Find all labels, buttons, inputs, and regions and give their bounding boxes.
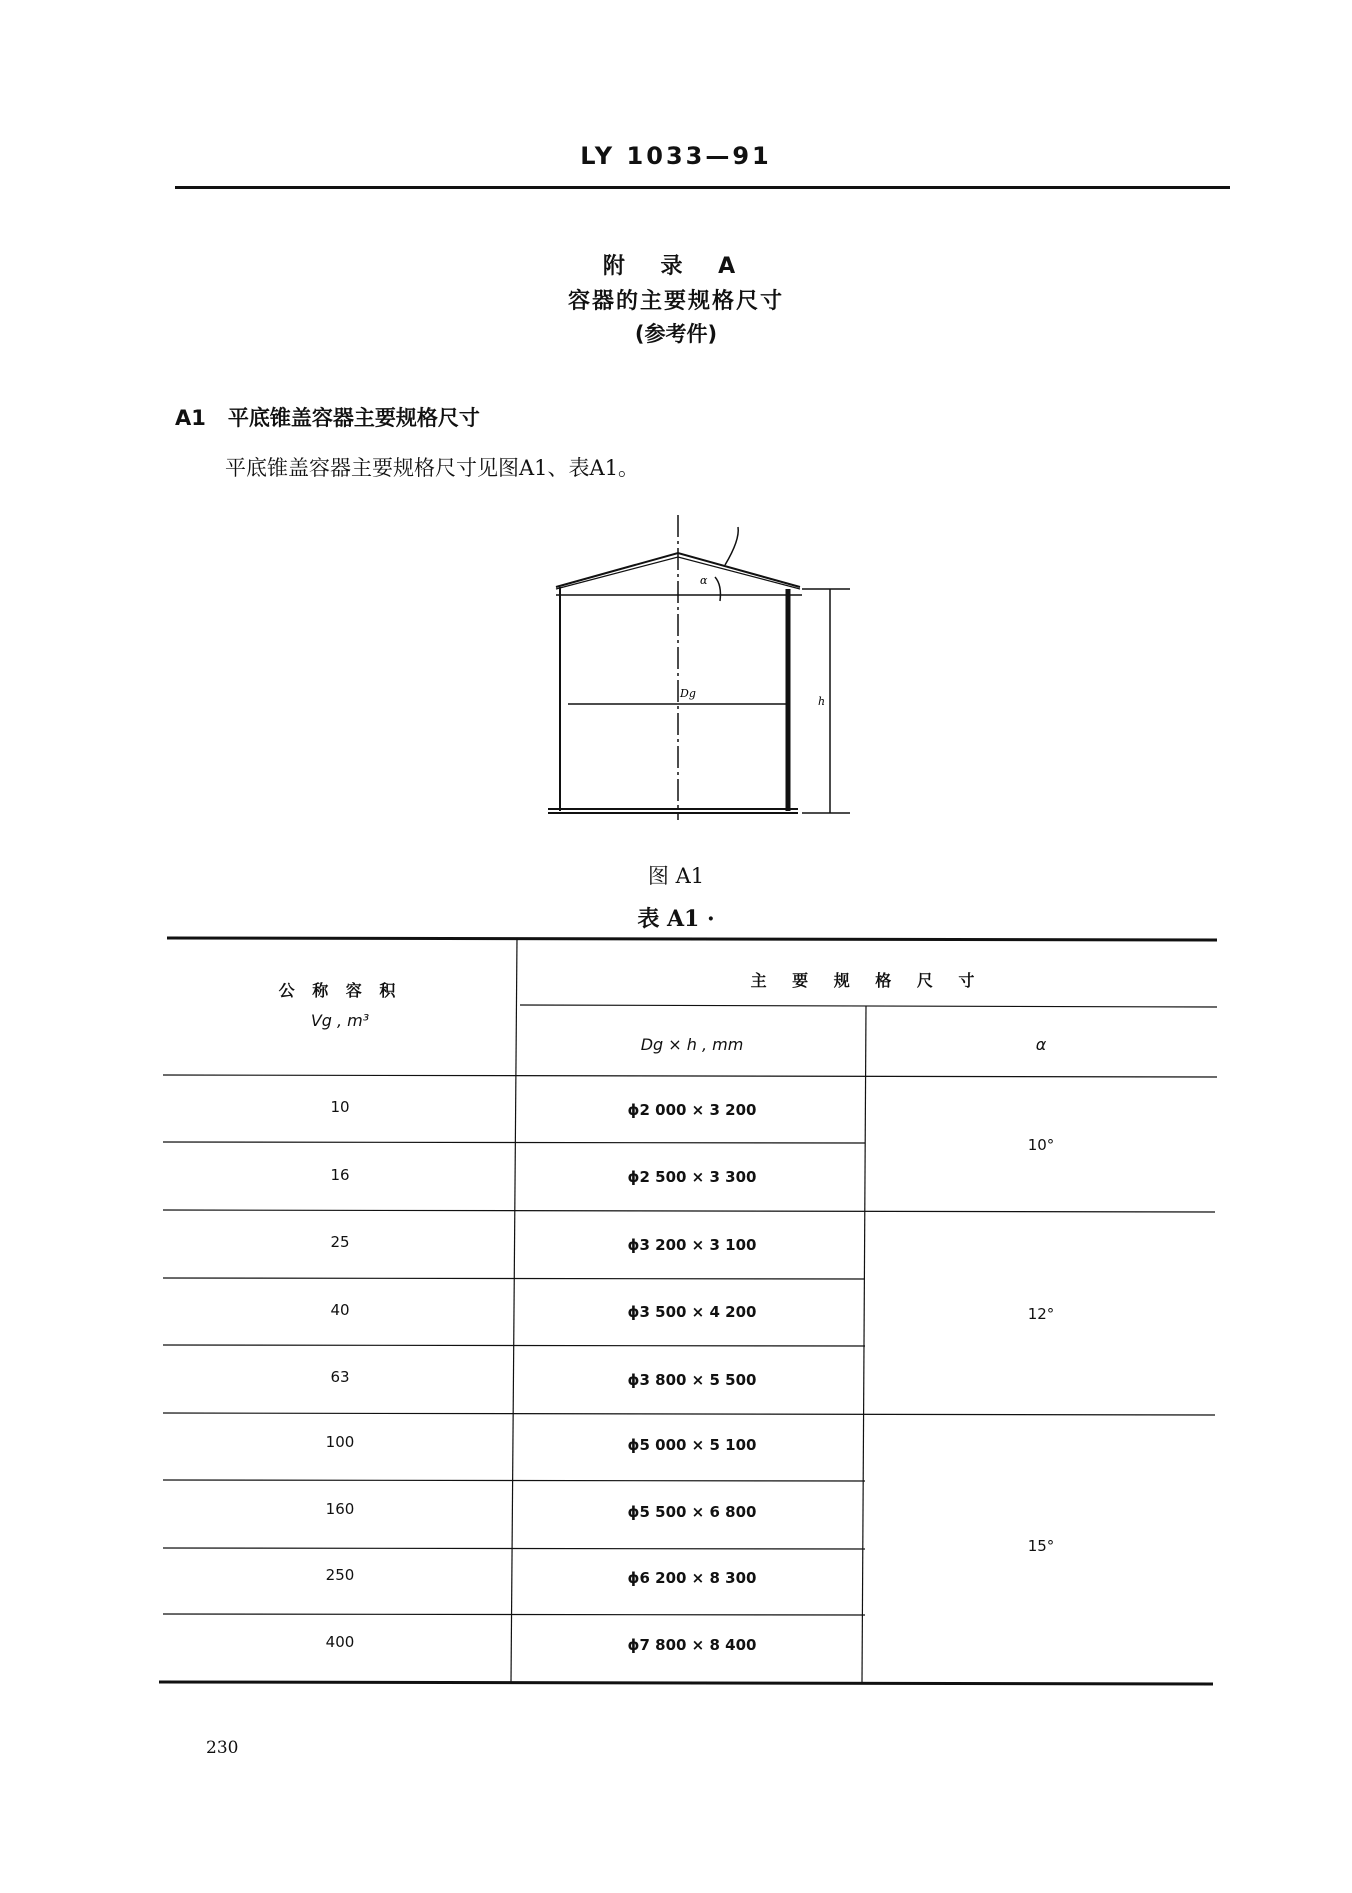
section-number: A1 xyxy=(175,406,206,430)
section-heading xyxy=(175,402,480,432)
col1-header-line1: 公 称 容 积 xyxy=(278,981,402,1000)
table-row-size: ϕ3 800 × 5 500 xyxy=(627,1371,757,1389)
tank-diagram xyxy=(540,515,860,825)
table-row-volume: 25 xyxy=(330,1233,350,1251)
table-row-size: ϕ6 200 × 8 300 xyxy=(627,1569,757,1587)
table-row-volume: 63 xyxy=(330,1368,350,1386)
appendix-title: 附 录 A xyxy=(602,254,750,279)
table-row-volume: 250 xyxy=(325,1566,355,1584)
figure-caption: 图 A1 xyxy=(647,864,705,888)
appendix-note: (参考件) xyxy=(634,322,718,346)
h-label: h xyxy=(818,695,826,708)
table-row-volume: 160 xyxy=(325,1500,355,1518)
table-row-size: ϕ5 500 × 6 800 xyxy=(627,1503,757,1521)
alpha-label: α xyxy=(700,574,708,587)
table-row-volume: 10 xyxy=(330,1098,350,1116)
table-row-size: ϕ7 800 × 8 400 xyxy=(627,1636,757,1654)
page-number: 230 xyxy=(206,1738,239,1758)
header-rule xyxy=(175,186,1230,189)
col2-header: Dg × h , mm xyxy=(640,1035,744,1054)
table-row-volume: 16 xyxy=(330,1166,350,1184)
group-header: 主 要 规 格 尺 寸 xyxy=(750,971,985,990)
col1-header xyxy=(170,978,510,1030)
table-row-size: ϕ5 000 × 5 100 xyxy=(627,1436,757,1454)
section-paragraph: 平底锥盖容器主要规格尺寸见图A1、表A1。 xyxy=(225,456,640,480)
alpha-cell: 10° xyxy=(1027,1136,1055,1154)
table-row-volume: 400 xyxy=(325,1633,355,1651)
col1-header-line2: Vg , m³ xyxy=(310,1011,370,1030)
col3-header: α xyxy=(1035,1035,1047,1054)
table-row-size: ϕ3 500 × 4 200 xyxy=(627,1303,757,1321)
table-row-volume: 100 xyxy=(325,1433,355,1451)
table-caption: 表 A1 · xyxy=(637,906,715,932)
section-title: 平底锥盖容器主要规格尺寸 xyxy=(227,406,480,430)
alpha-cell: 12° xyxy=(1027,1305,1055,1323)
appendix-subtitle: 容器的主要规格尺寸 xyxy=(567,289,784,314)
standard-code: LY 1033—91 xyxy=(580,142,772,170)
table-row-size: ϕ3 200 × 3 100 xyxy=(627,1236,757,1254)
table-row-size: ϕ2 000 × 3 200 xyxy=(627,1101,757,1119)
alpha-cell: 15° xyxy=(1027,1537,1055,1555)
table-row-size: ϕ2 500 × 3 300 xyxy=(627,1168,757,1186)
dg-label: Dg xyxy=(680,687,696,700)
table-row-volume: 40 xyxy=(330,1301,350,1319)
